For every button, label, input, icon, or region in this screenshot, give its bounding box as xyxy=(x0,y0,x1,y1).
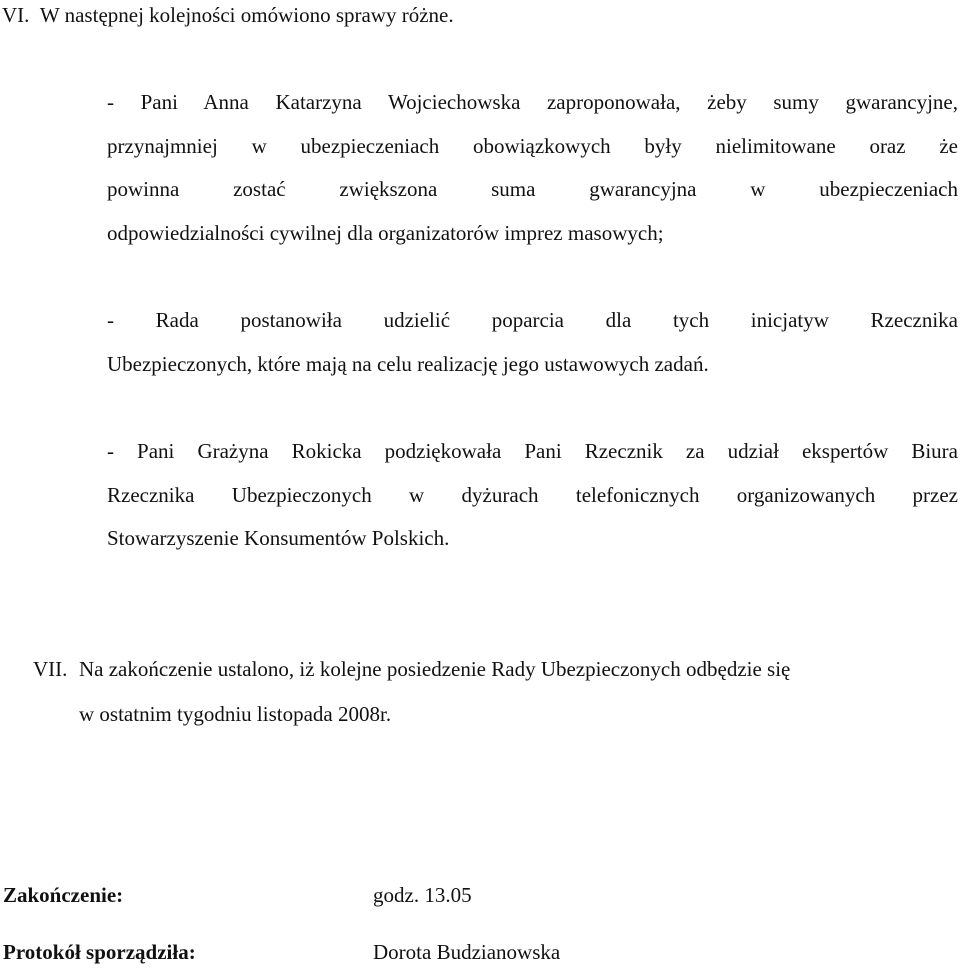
item-1-line-3: powinna zostać zwiększona suma gwarancyjna w ubezpieczeniach xyxy=(107,177,958,201)
item-3-line-3: Stowarzyszenie Konsumentów Polskich. xyxy=(107,526,450,550)
section-6-number: VI. xyxy=(2,3,30,27)
end-time-label: Zakończenie: xyxy=(3,883,124,907)
item-2-line-2: Ubezpieczonych, które mają na celu realizację jego ustawowych zadań. xyxy=(107,352,709,376)
section-7-line-2: w ostatnim tygodniu listopada 2008r. xyxy=(79,702,392,726)
section-7-number: VII. xyxy=(33,657,68,681)
protocol-author-value: Dorota Budzianowska xyxy=(373,940,561,964)
section-6-heading: W następnej kolejności omówiono sprawy różne. xyxy=(39,3,454,27)
item-3-line-2: Rzecznika Ubezpieczonych w dyżurach telefonicznych organizowanych przez xyxy=(107,483,958,507)
item-1-line-4: odpowiedzialności cywilnej dla organizatorów imprez masowych; xyxy=(107,221,664,245)
item-3-line-1: - Pani Grażyna Rokicka podziękowała Pani Rzecznik za udział ekspertów Biura xyxy=(107,439,958,463)
item-2-line-1: - Rada postanowiła udzielić poparcia dla tych inicjatyw Rzecznika xyxy=(107,308,958,332)
item-1-line-2: przynajmniej w ubezpieczeniach obowiązkowych były nielimitowane oraz że xyxy=(107,134,958,158)
section-6-heading-row xyxy=(2,3,454,27)
section-7-line-1: Na zakończenie ustalono, iż kolejne posiedzenie Rady Ubezpieczonych odbędzie się xyxy=(79,657,791,681)
item-1-line-1: - Pani Anna Katarzyna Wojciechowska zaproponowała, żeby sumy gwarancyjne, xyxy=(107,90,958,114)
protocol-author-label: Protokół sporządziła: xyxy=(3,940,196,964)
end-time-value: godz. 13.05 xyxy=(373,883,472,907)
